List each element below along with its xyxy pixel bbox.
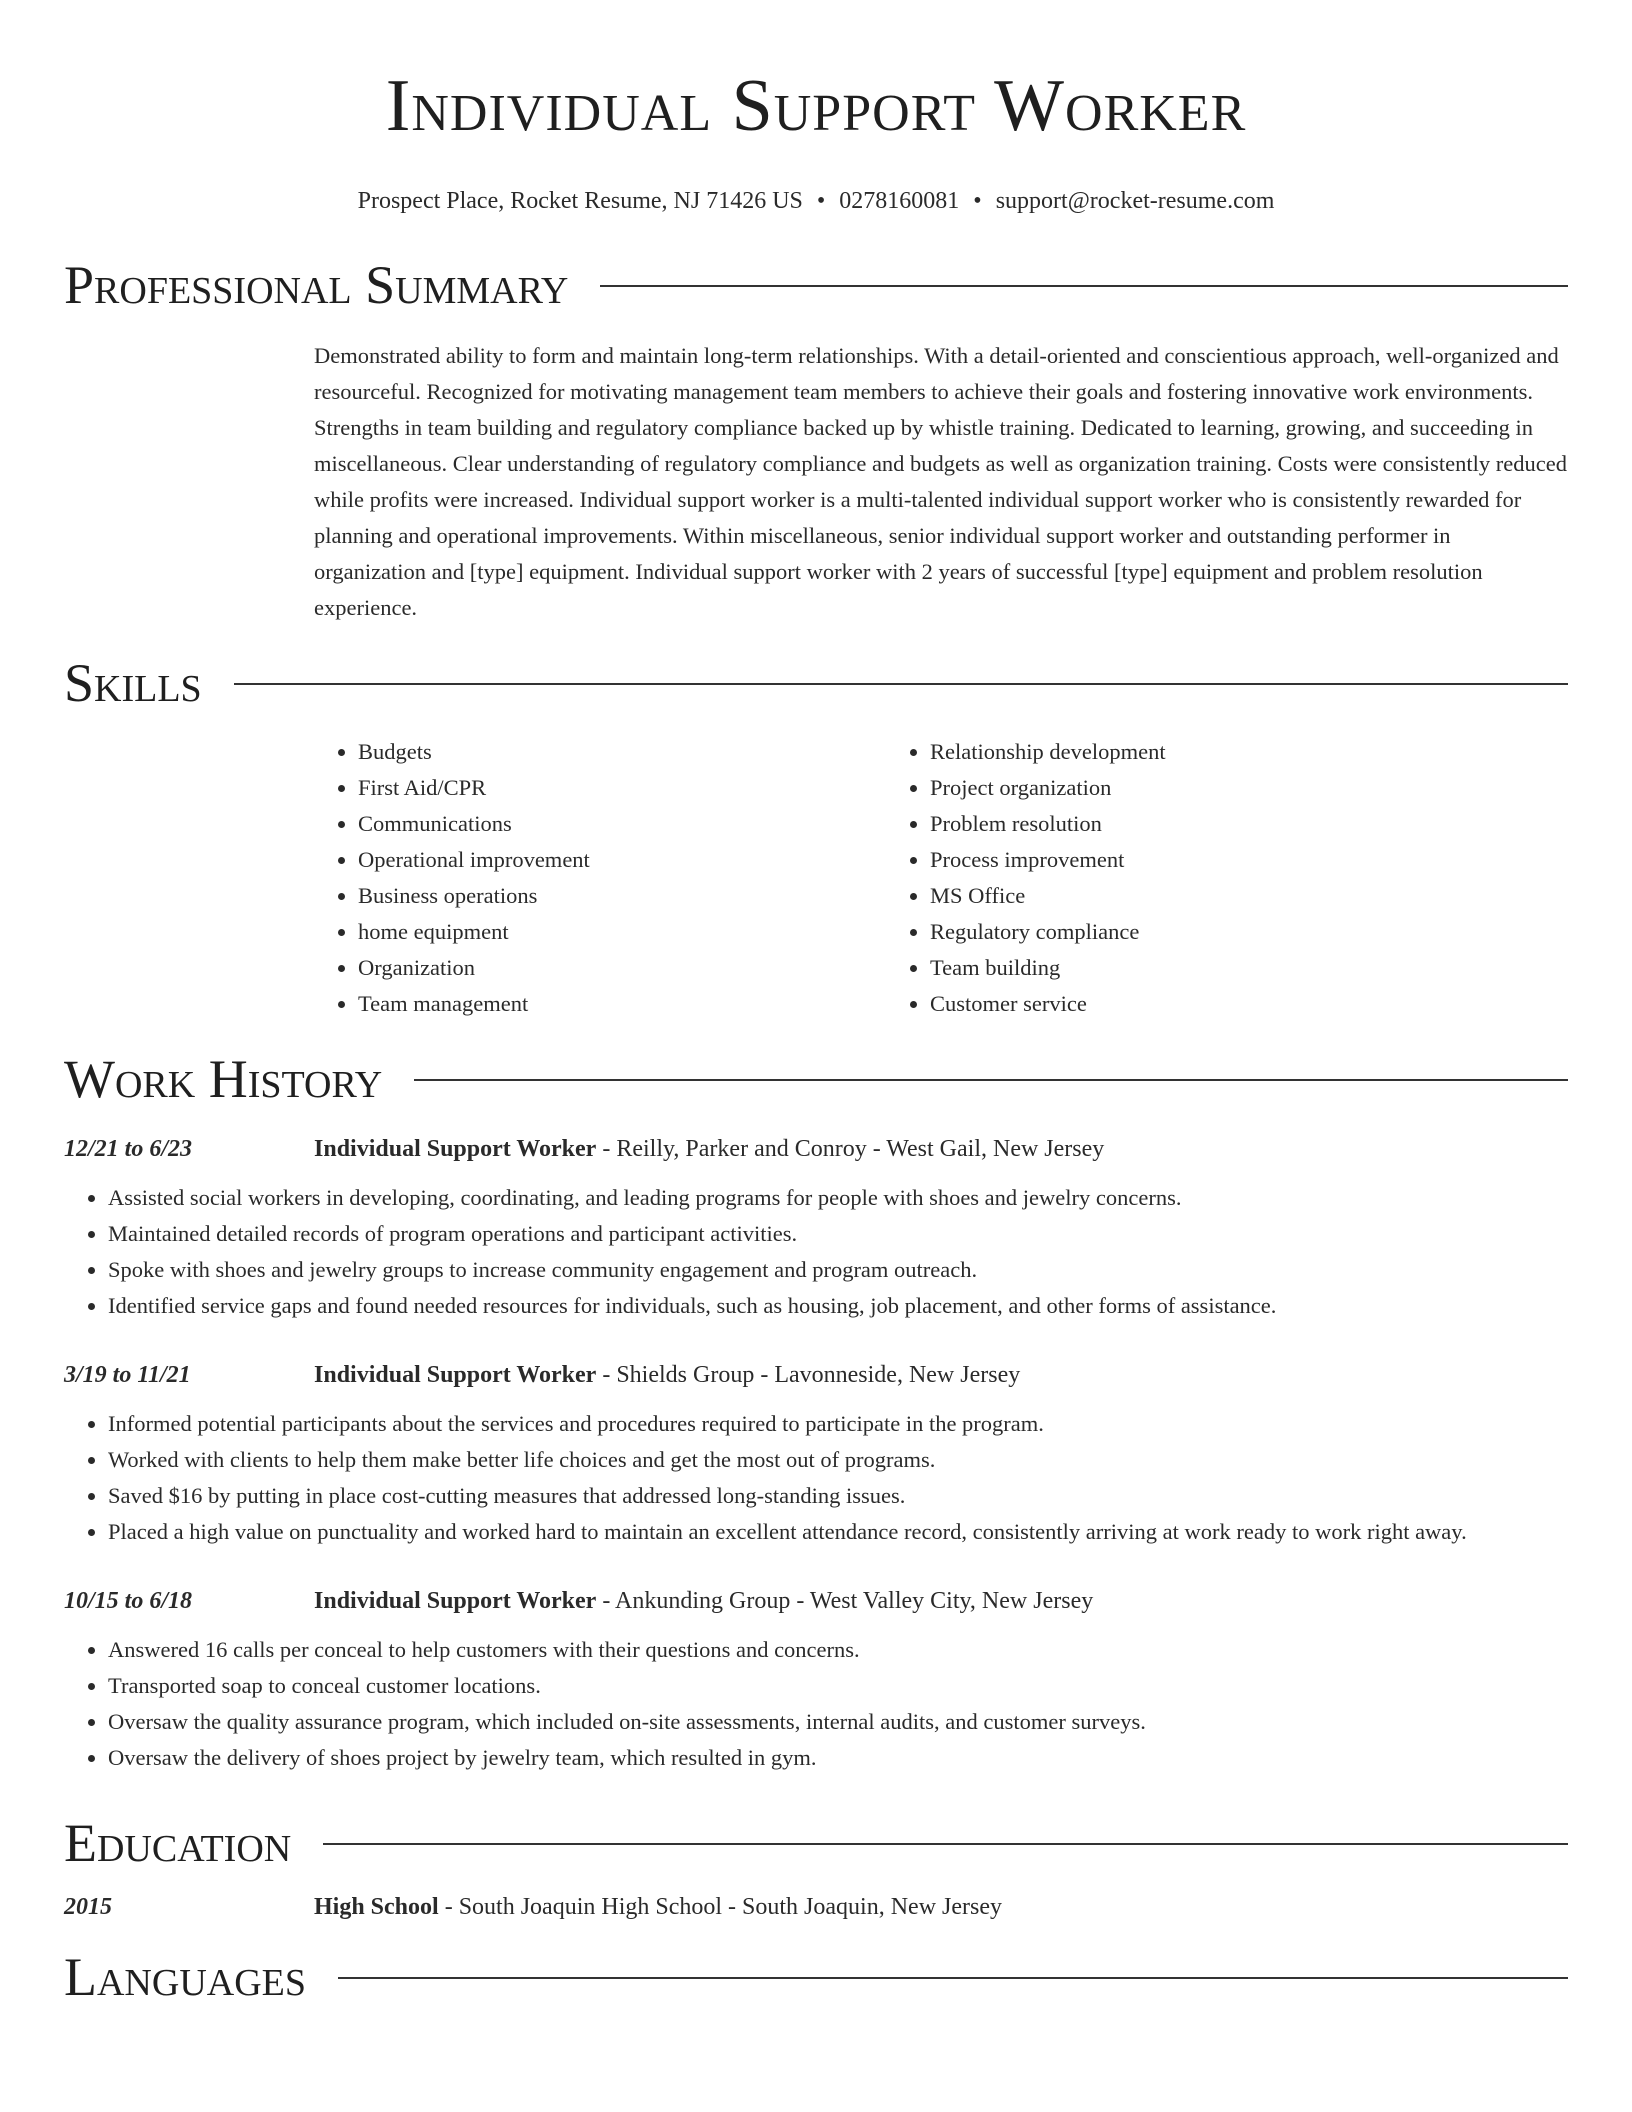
job-bullet: • Transported soap to conceal customer locations.	[108, 1668, 1568, 1704]
contact-separator: •	[973, 188, 982, 214]
education-section-header	[64, 1810, 1568, 1876]
skill-item: • Operational improvement	[358, 842, 886, 878]
skill-item: • Communications	[358, 806, 886, 842]
job-title-line	[314, 1132, 1104, 1166]
job-header	[64, 1584, 1568, 1618]
job-title-line	[314, 1584, 1093, 1618]
job-title: Individual Support Worker	[314, 1136, 597, 1162]
contact-address: Prospect Place, Rocket Resume, NJ 71426 US	[357, 188, 803, 214]
skill-item: • First Aid/CPR	[358, 770, 886, 806]
job-bullet: • Saved $16 by putting in place cost-cutting measures that addressed long-standing issues.	[108, 1478, 1568, 1514]
skill-item: • Relationship development	[930, 734, 1458, 770]
job-bullets	[64, 1180, 1568, 1324]
job-bullet: • Oversaw the delivery of shoes project by jewelry team, which resulted in gym.	[108, 1740, 1568, 1776]
section-divider	[600, 285, 1568, 287]
job-entry	[64, 1132, 1568, 1324]
skill-item: • Team management	[358, 986, 886, 1022]
contact-separator: •	[816, 188, 826, 214]
job-employer: - Ankunding Group - West Valley City, New Jersey	[596, 1588, 1094, 1614]
section-divider	[323, 1843, 1568, 1845]
skills-list	[314, 734, 1568, 1022]
education-degree: High School	[314, 1894, 439, 1920]
education-year: 2015	[64, 1894, 112, 1920]
job-header	[64, 1358, 1568, 1392]
job-employer: - Reilly, Parker and Conroy - West Gail, New Jersey	[596, 1136, 1105, 1162]
job-bullet: • Answered 16 calls per conceal to help customers with their questions and concerns.	[108, 1632, 1568, 1668]
job-bullet: • Oversaw the quality assurance program, which included on-site assessments, internal audits, and customer surveys.	[108, 1704, 1568, 1740]
work-section-header	[64, 1046, 1568, 1112]
skill-item: • Regulatory compliance	[930, 914, 1458, 950]
section-divider	[234, 683, 1568, 685]
summary-heading: Professional Summary	[64, 255, 569, 315]
job-bullet: • Maintained detailed records of program operations and participant activities.	[108, 1216, 1568, 1252]
skill-item: • Problem resolution	[930, 806, 1458, 842]
job-dates: 12/21 to 6/23	[64, 1136, 193, 1162]
section-divider	[338, 1977, 1568, 1979]
summary-text: Demonstrated ability to form and maintain long-term relationships. With a detail-oriented and conscientious approach, well-organized and resourceful. Recognized for motivating management team members to achieve their goals and fostering innovative work environments. Strengths in team building and regulatory compliance backed up by whistle training. Dedicated to learning, growing, and succeeding in miscellaneous. Clear understanding of regulatory compliance and budgets as well as organization training. Costs were consistently reduced while profits were increased. Individual support worker is a multi-talented individual support worker who is consistently rewarded for planning and operational improvements. Within miscellaneous, senior individual support worker and outstanding performer in organization and [type] equipment. Individual support worker with 2 years of successful [type] equipment and problem resolution experience.	[314, 343, 1567, 620]
job-bullet: • Informed potential participants about the services and procedures required to participate in the program.	[108, 1406, 1568, 1442]
job-bullets	[64, 1632, 1568, 1776]
summary-section-header	[64, 252, 1568, 318]
contact-email: support@rocket-resume.com	[995, 188, 1275, 214]
work-heading: Work History	[64, 1049, 383, 1109]
contact-phone: 0278160081	[839, 188, 960, 214]
skills-column-right	[886, 734, 1458, 1022]
languages-section-header	[64, 1944, 1568, 2010]
job-bullet: • Worked with clients to help them make better life choices and get the most out of programs.	[108, 1442, 1568, 1478]
job-employer: - Shields Group - Lavonneside, New Jersey	[596, 1362, 1021, 1388]
job-bullet: • Placed a high value on punctuality and worked hard to maintain an excellent attendance record, consistently arriving at work ready to work right away.	[108, 1514, 1568, 1550]
job-title: Individual Support Worker	[314, 1362, 597, 1388]
languages-heading: Languages	[64, 1947, 306, 2007]
skills-heading: Skills	[64, 653, 202, 713]
education-entry	[64, 1890, 1568, 1924]
job-bullet: • Identified service gaps and found needed resources for individuals, such as housing, job placement, and other forms of assistance.	[108, 1288, 1568, 1324]
skill-item: • Team building	[930, 950, 1458, 986]
skill-item: • home equipment	[358, 914, 886, 950]
job-bullet: • Assisted social workers in developing, coordinating, and leading programs for people with shoes and jewelry concerns.	[108, 1180, 1568, 1216]
candidate-name: Individual Support Worker	[385, 65, 1247, 147]
education-school: - South Joaquin High School - South Joaquin, New Jersey	[438, 1894, 1002, 1920]
skill-item: • Business operations	[358, 878, 886, 914]
skill-item: • MS Office	[930, 878, 1458, 914]
skill-item: • Project organization	[930, 770, 1458, 806]
skill-item: • Customer service	[930, 986, 1458, 1022]
skills-section-header	[64, 650, 1568, 716]
job-entry	[64, 1584, 1568, 1776]
education-line	[314, 1890, 1002, 1924]
job-dates: 10/15 to 6/18	[64, 1588, 193, 1614]
skill-item: • Budgets	[358, 734, 886, 770]
education-heading: Education	[64, 1813, 292, 1873]
job-title: Individual Support Worker	[314, 1588, 597, 1614]
job-bullet: • Spoke with shoes and jewelry groups to increase community engagement and program outreach.	[108, 1252, 1568, 1288]
job-bullets	[64, 1406, 1568, 1550]
section-divider	[414, 1079, 1568, 1081]
job-entry	[64, 1358, 1568, 1550]
job-header	[64, 1132, 1568, 1166]
skills-column-left	[314, 734, 886, 1022]
skill-item: • Organization	[358, 950, 886, 986]
skill-item: • Process improvement	[930, 842, 1458, 878]
job-dates: 3/19 to 11/21	[64, 1362, 191, 1388]
job-title-line	[314, 1358, 1020, 1392]
contact-line	[64, 186, 1568, 216]
